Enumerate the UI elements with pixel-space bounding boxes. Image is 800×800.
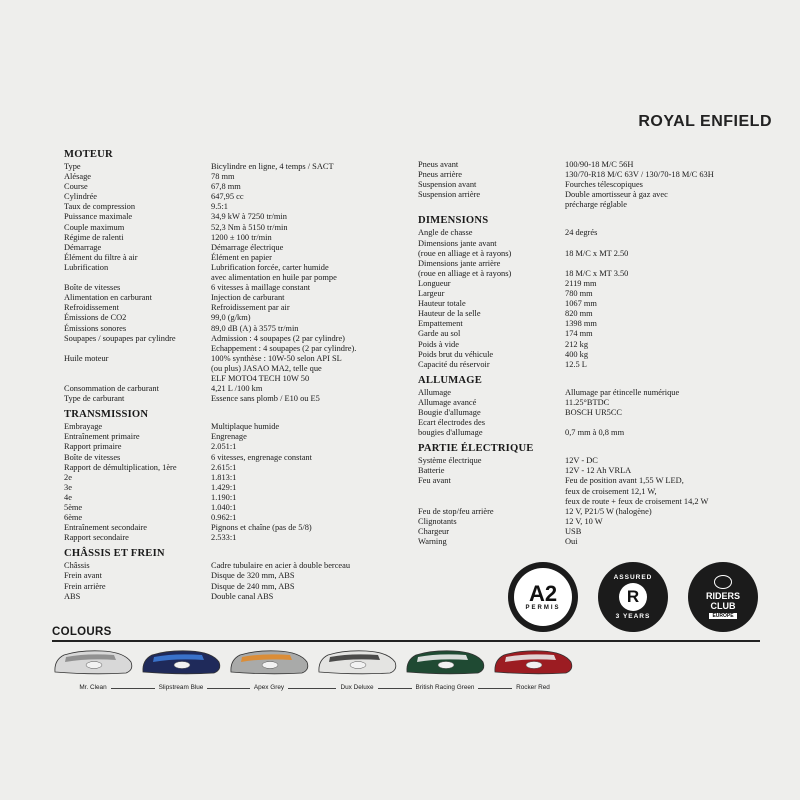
spec-row bbox=[418, 527, 758, 537]
spec-label: Refroidissement bbox=[64, 303, 119, 313]
spec-value: 100% synthèse : 10W-50 selon API SL (ou plus) JASAO MA2, telle que ELF MOTO4 TECH 10W 50 bbox=[211, 353, 342, 383]
spec-value: 2.615:1 bbox=[211, 462, 237, 472]
spec-row bbox=[64, 243, 394, 253]
spec-value: Fourches télescopiques bbox=[565, 180, 643, 190]
spec-label: Châssis bbox=[64, 561, 90, 571]
spec-label: Batterie bbox=[418, 466, 445, 476]
spec-value: 2.533:1 bbox=[211, 533, 237, 543]
spec-row bbox=[418, 279, 758, 289]
spec-row bbox=[418, 190, 758, 210]
spec-value: 99,0 (g/km) bbox=[211, 313, 251, 323]
spec-row bbox=[64, 313, 394, 323]
spec-value: 100/90-18 M/C 56H bbox=[565, 160, 634, 169]
spec-row bbox=[64, 503, 394, 513]
spec-label: Allumage bbox=[418, 387, 452, 397]
spec-label: Lubrification bbox=[64, 262, 109, 272]
spec-label: Hauteur de la selle bbox=[418, 309, 481, 319]
colour-name: British Racing Green bbox=[415, 684, 475, 691]
spec-value: Allumage par étincelle numérique bbox=[565, 387, 680, 397]
colour-name: Apex Grey bbox=[253, 684, 285, 691]
spec-row bbox=[418, 517, 758, 527]
section-title: ALLUMAGE bbox=[418, 374, 482, 386]
section-title: PARTIE ÉLECTRIQUE bbox=[418, 443, 534, 455]
colour-connector bbox=[207, 688, 250, 689]
spec-label: Hauteur totale bbox=[418, 299, 466, 309]
assured-r-icon: R bbox=[619, 583, 647, 611]
spec-label: Pneus arrière bbox=[418, 170, 462, 180]
spec-row bbox=[418, 259, 758, 279]
spec-row bbox=[64, 192, 394, 202]
spec-value: 12 V, P21/5 W (halogène) bbox=[565, 506, 652, 516]
spec-label: Garde au sol bbox=[418, 329, 461, 339]
spec-label: Dimensions jante avant (roue en alliage et à rayons) bbox=[418, 238, 512, 258]
three-years-label: 3 YEARS bbox=[615, 613, 651, 620]
fuel-tank-swatch bbox=[228, 648, 310, 676]
colour-connector bbox=[288, 688, 336, 689]
spec-row bbox=[64, 453, 394, 463]
fuel-tank-swatch bbox=[140, 648, 222, 676]
spec-value: 0,7 mm à 0,8 mm bbox=[565, 428, 625, 438]
spec-value: Cadre tubulaire en acier à double berceau bbox=[211, 561, 351, 571]
spec-value: 12V - 12 Ah VRLA bbox=[565, 466, 632, 476]
spec-value: 52,3 Nm à 5150 tr/min bbox=[211, 222, 288, 232]
spec-row bbox=[418, 476, 758, 506]
spec-row bbox=[64, 182, 394, 192]
spec-label: Poids à vide bbox=[418, 339, 459, 349]
spec-label: Couple maximum bbox=[64, 222, 125, 232]
spec-row bbox=[64, 442, 394, 452]
spec-label: Longueur bbox=[418, 278, 451, 288]
spec-section bbox=[418, 160, 758, 210]
spec-value: 12 V, 10 W bbox=[565, 516, 603, 526]
riders-club-logo-icon bbox=[714, 575, 732, 589]
assured-badge bbox=[598, 562, 668, 632]
spec-row bbox=[64, 592, 394, 602]
spec-value: 24 degrés bbox=[565, 228, 598, 238]
spec-label: Bougie d'allumage bbox=[418, 407, 481, 417]
colours-divider bbox=[52, 640, 760, 642]
spec-label: Suspension avant bbox=[418, 180, 477, 190]
colour-connector bbox=[378, 688, 412, 689]
spec-label: Soupapes / soupapes par cylindre bbox=[64, 333, 176, 343]
spec-label: Clignotants bbox=[418, 516, 457, 526]
spec-label: Système électrique bbox=[418, 456, 482, 466]
spec-row bbox=[64, 483, 394, 493]
spec-value: 6 vitesses, engrenage constant bbox=[211, 452, 312, 462]
spec-label: Angle de chasse bbox=[418, 228, 473, 238]
spec-row bbox=[418, 228, 758, 238]
spec-value: Multiplaque humide bbox=[211, 422, 280, 432]
brand-logo: ROYAL ENFIELD bbox=[638, 113, 772, 130]
spec-row bbox=[64, 303, 394, 313]
spec-label: Ecart électrodes des bougies d'allumage bbox=[418, 418, 485, 438]
spec-row bbox=[418, 388, 758, 398]
spec-row bbox=[418, 160, 758, 170]
section-title: MOTEUR bbox=[64, 149, 113, 160]
spec-row bbox=[64, 263, 394, 283]
spec-value: Bicylindre en ligne, 4 temps / SACT bbox=[211, 162, 334, 171]
spec-value: 6 vitesses à maillage constant bbox=[211, 283, 311, 293]
spec-value: 0.962:1 bbox=[211, 513, 237, 523]
colour-name: Mr. Clean bbox=[79, 684, 107, 691]
spec-row bbox=[64, 283, 394, 293]
spec-value: Essence sans plomb / E10 ou E5 bbox=[211, 394, 320, 404]
spec-value: 820 mm bbox=[565, 309, 593, 319]
spec-label: Boîte de vitesses bbox=[64, 283, 121, 293]
spec-label: Entraînement secondaire bbox=[64, 523, 148, 533]
spec-label: Élément du filtre à air bbox=[64, 252, 138, 262]
spec-section bbox=[64, 149, 394, 404]
riders-label: RIDERS bbox=[705, 591, 740, 601]
spec-row bbox=[64, 582, 394, 592]
spec-label: Boîte de vitesses bbox=[64, 452, 121, 462]
colour-name: Dux Deluxe bbox=[340, 684, 374, 691]
spec-row bbox=[64, 253, 394, 263]
spec-label: Régime de ralenti bbox=[64, 232, 124, 242]
spec-row bbox=[418, 398, 758, 408]
riders-club-badge bbox=[688, 562, 758, 632]
spec-section bbox=[418, 215, 758, 369]
europe-label: EUROPE bbox=[709, 613, 736, 619]
spec-row bbox=[64, 384, 394, 394]
spec-value: 647,95 cc bbox=[211, 192, 244, 202]
spec-value: 18 M/C x MT 3.50 bbox=[565, 268, 629, 278]
spec-label: Démarrage bbox=[64, 242, 102, 252]
spec-value: Lubrification forcée, carter humide avec alimentation en huile par pompe bbox=[211, 262, 337, 283]
spec-value: 1.040:1 bbox=[211, 503, 237, 512]
spec-label: Allumage avancé bbox=[418, 397, 477, 407]
spec-value: Feu de position avant 1,55 W LED, feux de croisement 12,1 W, feux de route + feux de croisement 14,2 W bbox=[565, 476, 709, 506]
spec-row bbox=[64, 334, 394, 354]
spec-row bbox=[418, 239, 758, 259]
spec-value: 2.051:1 bbox=[211, 442, 237, 452]
colour-connector bbox=[111, 688, 155, 689]
spec-row bbox=[64, 422, 394, 432]
spec-value: 89,0 dB (A) à 3575 tr/min bbox=[211, 323, 299, 333]
spec-label: 5ème bbox=[64, 503, 83, 512]
a2-permis-badge bbox=[508, 562, 578, 632]
spec-label: 6ème bbox=[64, 513, 83, 523]
fuel-tank-swatch bbox=[52, 648, 134, 676]
fuel-tank-swatch bbox=[492, 648, 574, 676]
section-title: TRANSMISSION bbox=[64, 409, 149, 421]
spec-label: Empattement bbox=[418, 319, 463, 329]
spec-label: Dimensions jante arrière (roue en alliage et à rayons) bbox=[418, 258, 512, 278]
spec-row bbox=[64, 172, 394, 182]
spec-row bbox=[64, 212, 394, 222]
spec-label: Embrayage bbox=[64, 422, 103, 432]
spec-value: 1200 ± 100 tr/min bbox=[211, 232, 272, 242]
spec-row bbox=[64, 571, 394, 581]
spec-value: Démarrage électrique bbox=[211, 242, 284, 252]
fuel-tank-swatch bbox=[316, 648, 398, 676]
spec-row bbox=[64, 233, 394, 243]
spec-value: Disque de 320 mm, ABS bbox=[211, 571, 295, 581]
spec-value: 4,21 L /100 km bbox=[211, 384, 263, 394]
club-label: CLUB bbox=[710, 601, 736, 611]
spec-label: 4e bbox=[64, 492, 72, 502]
spec-label: Pneus avant bbox=[418, 160, 459, 169]
spec-label: 3e bbox=[64, 482, 72, 492]
spec-row bbox=[64, 202, 394, 212]
a2-label: A2 bbox=[528, 581, 558, 606]
spec-row bbox=[64, 324, 394, 334]
spec-value: 1.429:1 bbox=[211, 482, 237, 492]
spec-value: 12V - DC bbox=[565, 456, 598, 466]
spec-label: Taux de compression bbox=[64, 202, 136, 212]
spec-value: Admission : 4 soupapes (2 par cylindre) Echappement : 4 soupapes (2 par cylindre). bbox=[211, 333, 357, 353]
spec-label: Suspension arrière bbox=[418, 190, 481, 200]
spec-row bbox=[418, 507, 758, 517]
spec-label: Entraînement primaire bbox=[64, 432, 140, 442]
spec-label: Consommation de carburant bbox=[64, 384, 159, 394]
spec-row bbox=[418, 180, 758, 190]
spec-row bbox=[418, 456, 758, 466]
spec-label: Course bbox=[64, 182, 88, 192]
spec-row bbox=[418, 466, 758, 476]
spec-value: 11.25°BTDC bbox=[565, 397, 610, 407]
spec-value: Refroidissement par air bbox=[211, 303, 290, 313]
spec-label: Rapport secondaire bbox=[64, 533, 129, 543]
fuel-tank-swatch bbox=[404, 648, 486, 676]
spec-row bbox=[418, 340, 758, 350]
spec-label: Rapport de démultiplication, 1ère bbox=[64, 462, 177, 472]
spec-value: BOSCH UR5CC bbox=[565, 407, 623, 417]
spec-label: Frein avant bbox=[64, 571, 102, 581]
colour-connector bbox=[478, 688, 512, 689]
spec-column-right bbox=[418, 160, 758, 552]
spec-value: 12.5 L bbox=[565, 359, 587, 369]
spec-row bbox=[64, 523, 394, 533]
spec-value: Injection de carburant bbox=[211, 293, 285, 303]
spec-label: Feu avant bbox=[418, 476, 451, 486]
spec-label: 2e bbox=[64, 472, 72, 482]
spec-section bbox=[64, 548, 394, 601]
spec-value: 1067 mm bbox=[565, 299, 597, 309]
spec-row bbox=[64, 394, 394, 404]
spec-row bbox=[418, 537, 758, 547]
spec-value: Élément en papier bbox=[211, 252, 272, 262]
spec-value: Pignons et chaîne (pas de 5/8) bbox=[211, 523, 312, 533]
spec-section bbox=[64, 409, 394, 543]
spec-label: Poids brut du véhicule bbox=[418, 349, 494, 359]
spec-section bbox=[418, 375, 758, 438]
spec-value: 18 M/C x MT 2.50 bbox=[565, 248, 629, 258]
spec-label: Feu de stop/feu arrière bbox=[418, 506, 494, 516]
spec-label: Émissions de CO2 bbox=[64, 313, 127, 323]
spec-row bbox=[64, 533, 394, 543]
colour-name: Slipstream Blue bbox=[158, 684, 204, 691]
section-title: DIMENSIONS bbox=[418, 215, 489, 227]
spec-label: ABS bbox=[64, 591, 81, 601]
spec-row bbox=[64, 473, 394, 483]
spec-label: Type de carburant bbox=[64, 394, 125, 404]
section-title: CHÂSSIS ET FREIN bbox=[64, 548, 165, 560]
spec-row bbox=[418, 360, 758, 370]
spec-label: Type bbox=[64, 162, 81, 171]
spec-label: Huile moteur bbox=[64, 353, 109, 363]
spec-label: Alésage bbox=[64, 172, 91, 182]
spec-row bbox=[418, 329, 758, 339]
spec-label: Frein arrière bbox=[64, 581, 106, 591]
spec-value: Double amortisseur à gaz avec précharge réglable bbox=[565, 190, 668, 210]
spec-label: Puissance maximale bbox=[64, 212, 133, 222]
spec-row bbox=[418, 309, 758, 319]
spec-row bbox=[418, 418, 758, 438]
spec-row bbox=[418, 408, 758, 418]
spec-value: 78 mm bbox=[211, 172, 235, 182]
spec-row bbox=[64, 493, 394, 503]
spec-value: USB bbox=[565, 526, 582, 536]
spec-row bbox=[64, 432, 394, 442]
spec-section bbox=[418, 443, 758, 547]
colour-name: Rocker Red bbox=[516, 684, 550, 691]
spec-label: Émissions sonores bbox=[64, 323, 127, 333]
spec-label: Warning bbox=[418, 537, 447, 546]
spec-row bbox=[418, 319, 758, 329]
spec-row bbox=[418, 350, 758, 360]
spec-row bbox=[418, 170, 758, 180]
permis-label: PERMIS bbox=[525, 605, 561, 611]
spec-label: Cylindrée bbox=[64, 192, 98, 202]
spec-value: 9.5:1 bbox=[211, 202, 228, 212]
spec-value: 400 kg bbox=[565, 349, 589, 359]
spec-label: Largeur bbox=[418, 289, 445, 299]
assured-label: ASSURED bbox=[613, 574, 653, 581]
spec-value: 780 mm bbox=[565, 289, 593, 299]
spec-row bbox=[64, 293, 394, 303]
spec-value: 212 kg bbox=[565, 339, 589, 349]
spec-label: Chargeur bbox=[418, 526, 450, 536]
spec-value: Disque de 240 mm, ABS bbox=[211, 581, 295, 591]
spec-value: 1.190:1 bbox=[211, 492, 237, 502]
spec-row bbox=[64, 513, 394, 523]
spec-row bbox=[418, 289, 758, 299]
spec-value: 1.813:1 bbox=[211, 472, 237, 482]
spec-row bbox=[64, 561, 394, 571]
spec-value: Oui bbox=[565, 537, 578, 546]
spec-value: Engrenage bbox=[211, 432, 247, 442]
spec-label: Capacité du réservoir bbox=[418, 359, 490, 369]
spec-value: 130/70-R18 M/C 63V / 130/70-18 M/C 63H bbox=[565, 170, 714, 180]
colours-title: COLOURS bbox=[52, 626, 112, 638]
spec-value: 1398 mm bbox=[565, 319, 597, 329]
spec-value: 67,8 mm bbox=[211, 182, 241, 192]
spec-row bbox=[64, 223, 394, 233]
spec-column-left bbox=[64, 149, 394, 607]
spec-row bbox=[64, 463, 394, 473]
spec-value: 2119 mm bbox=[565, 278, 597, 288]
spec-value: 34,9 kW à 7250 tr/min bbox=[211, 212, 287, 222]
spec-value: Double canal ABS bbox=[211, 591, 274, 601]
spec-label: Alimentation en carburant bbox=[64, 293, 152, 303]
spec-row bbox=[64, 354, 394, 384]
spec-value: 174 mm bbox=[565, 329, 593, 339]
spec-label: Rapport primaire bbox=[64, 442, 122, 452]
spec-row bbox=[418, 299, 758, 309]
spec-row bbox=[64, 162, 394, 172]
